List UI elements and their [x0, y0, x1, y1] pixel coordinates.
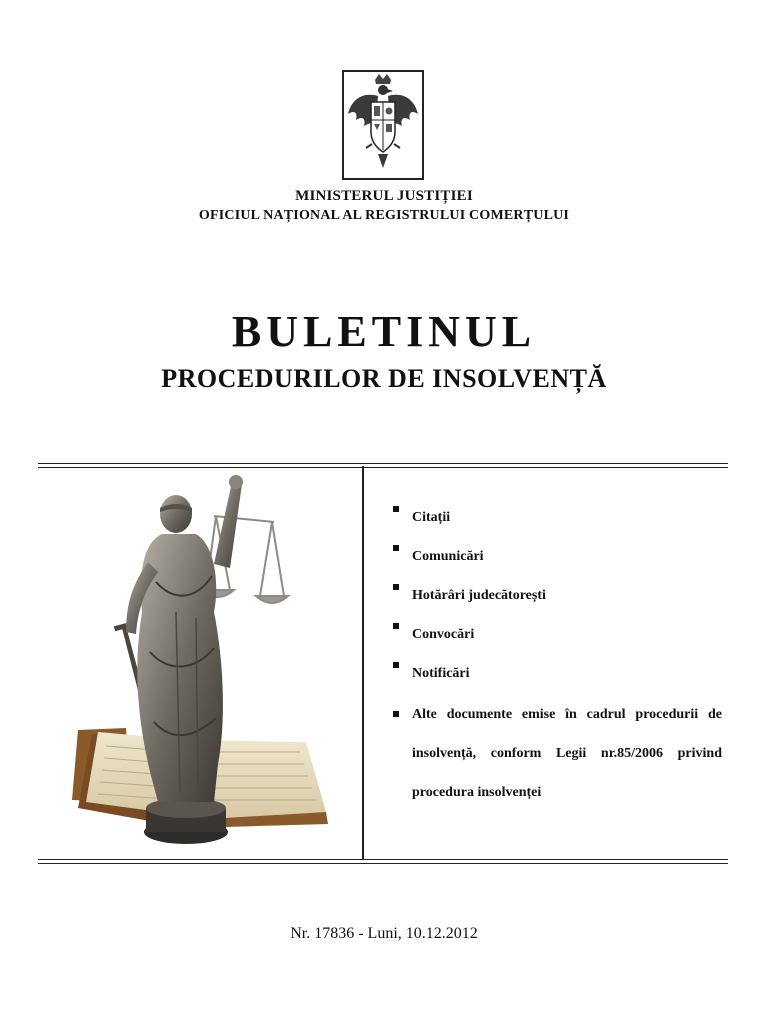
list-item	[392, 578, 722, 617]
coat-of-arms-icon	[342, 70, 424, 180]
publication-subtitle: PROCEDURILOR DE INSOLVENȚĂ	[161, 364, 607, 393]
bottom-rule-inner	[38, 863, 728, 864]
list-item-label: Notificări	[412, 666, 470, 681]
list-item-label: Convocări	[412, 627, 475, 642]
column-divider	[362, 466, 364, 860]
list-item-label: Alte documente emise în cadrul procedurii de insolvență, conform Legii nr.85/2006 privind procedura insolvenței	[412, 707, 722, 800]
top-rule	[38, 463, 728, 464]
lady-justice-illustration	[64, 472, 334, 852]
list-item	[392, 617, 722, 656]
office-name: OFICIUL NAȚIONAL AL REGISTRULUI COMERȚULUI	[198, 208, 570, 223]
square-bullet-icon	[393, 506, 399, 512]
contents-list	[392, 500, 722, 812]
top-rule-inner	[38, 467, 728, 468]
square-bullet-icon	[393, 623, 399, 629]
square-bullet-icon	[393, 545, 399, 551]
list-item-label: Citații	[412, 510, 451, 525]
list-item	[392, 539, 722, 578]
square-bullet-icon	[393, 584, 399, 590]
square-bullet-icon	[393, 662, 399, 668]
ministry-name: MINISTERUL JUSTIȚIEI	[295, 188, 473, 204]
issue-line: Nr. 17836 - Luni, 10.12.2012	[290, 925, 478, 942]
list-item-label: Hotărâri judecătorești	[412, 588, 546, 603]
list-item	[392, 695, 722, 812]
list-item-label: Comunicări	[412, 549, 484, 564]
bottom-rule	[38, 859, 728, 860]
list-item	[392, 656, 722, 695]
list-item	[392, 500, 722, 539]
square-bullet-icon	[393, 711, 399, 717]
publication-title: BULETINUL	[231, 307, 537, 356]
